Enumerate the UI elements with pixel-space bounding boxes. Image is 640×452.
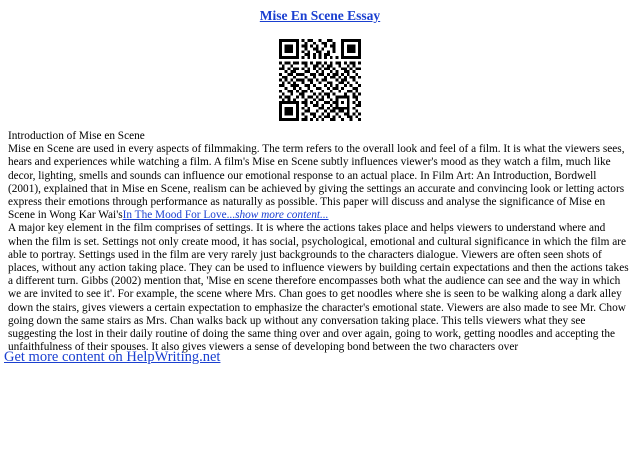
document-title-link[interactable]: Mise En Scene Essay — [259, 8, 381, 23]
title-container — [0, 0, 640, 25]
get-more-content-link[interactable]: Get more content on HelpWriting.net — [4, 349, 221, 365]
paragraph-1-text: Mise en Scene are used in every aspects of filmmaking. The term refers to the overall look and feel of a film. It is what the viewers sees, hears and experiences while watching a film. A film's Mise en Scene subtly influences viewer's mood as they watch a film, much like decor, lighting, smells and sounds can influence our emotional response to an actual place. In Film Art: An Introduction, Bordwell (2001), explained that in Mise en Scene, realism can be achieved by giving the settings an accurate and convincing look or letting actors express their emotions through performance as naturally as possible. This paper will discuss and analyse the significance of Mise en Scene in Wong Kar Wai's — [8, 143, 625, 222]
in-the-mood-for-love-link[interactable]: In The Mood For Love... — [122, 209, 236, 222]
show-more-link[interactable]: show more content... — [235, 209, 329, 222]
essay-body — [0, 130, 640, 354]
qr-code-container — [0, 39, 640, 121]
paragraph-2: A major key element in the film comprises of settings. It is where the actions takes place and helps viewers to understand where and when the film is set. Settings not only create mood, it has social, psychological, emotional and cultural significance in which the film are able to portray. Settings used in the film are very rarely just backgrounds to the characters dialogue. Viewers are often seen shots of places, without any action taking place. They can be used to influence viewers by building certain expectations and then the actions takes a different turn. Gibbs (2002) mention that, 'Mise en scene therefore encompasses both what the audience can see and the way in which we are invited to see it'. For example, the scene where Mrs. Chan goes to get noodles where she is seen to be walking along a dark alley down the stairs, gives viewers a certain expectation to emphasize the character's emotional state. Viewers are also made to see Mr. Chow going down the same stairs as Mrs. Chan walks back up without any conversation taking place. This tells viewers what they see suggesting the lost in their daily routine of doing the same thing over and over again, going to work, getting noodles and accepting the unfaithfulness of their spouses. It also gives viewers a sense of developing bond between the two characters over — [8, 222, 629, 354]
cta-container — [4, 348, 220, 366]
section-heading: Introduction of Mise en Scene — [8, 130, 145, 142]
qr-code-icon — [279, 39, 361, 121]
paragraph-1 — [4, 143, 636, 222]
